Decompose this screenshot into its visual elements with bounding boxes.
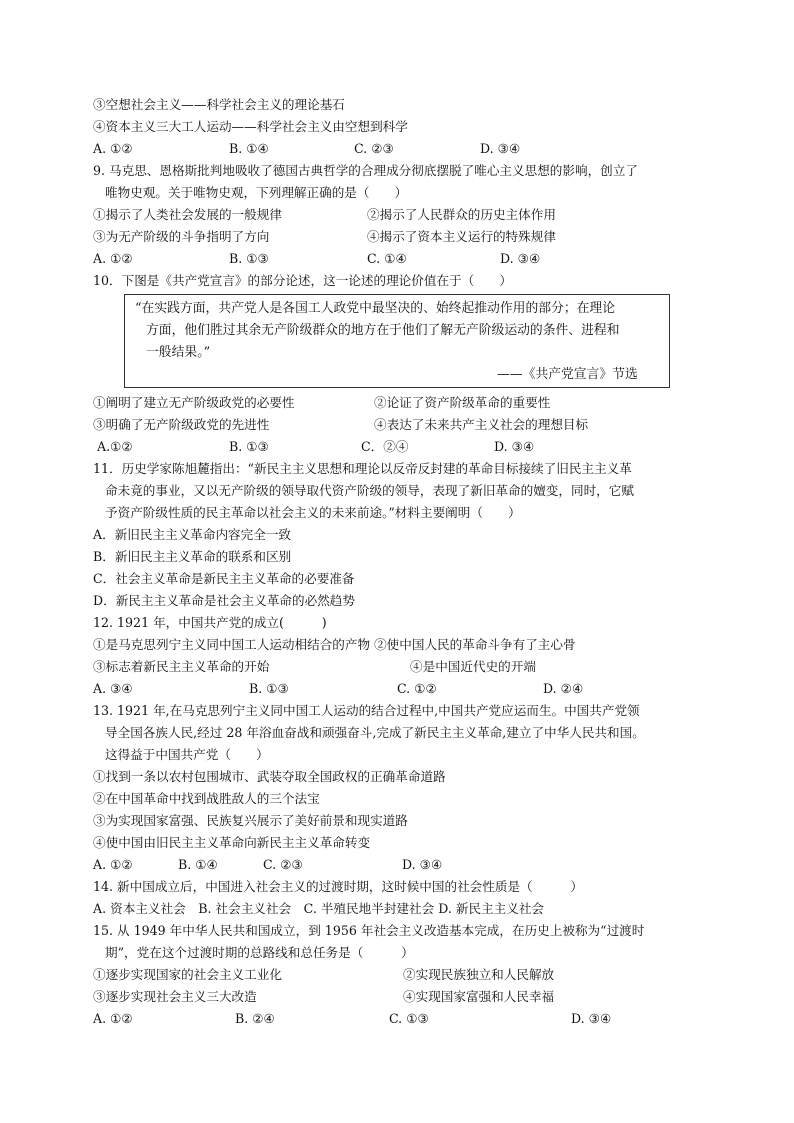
question-9-stem-cont: 唯物史观。关于唯物史观，下列理解正确的是（ ）	[105, 185, 408, 200]
q13-option-c: C. ②③	[263, 857, 303, 872]
q9-option-b: B. ①③	[229, 251, 269, 266]
q10-statement-2: ②论证了资产阶级革命的重要性	[374, 395, 551, 410]
q13-statement-1: ①找到一条以农村包围城市、武装夺取全国政权的正确革命道路	[93, 769, 446, 784]
q12-option-d: D. ②④	[543, 681, 584, 696]
q15-statement-3: ③逐步实现社会主义三大改造	[93, 989, 257, 1004]
q10-option-a: A.①②	[97, 439, 133, 454]
q12-option-c: C. ①②	[397, 681, 437, 696]
q13-statement-2: ②在中国革命中找到战胜敌人的三个法宝	[93, 791, 320, 806]
option-c: C. ②③	[354, 141, 394, 156]
question-9-stem: 9. 马克思、恩格斯批判地吸收了德国古典哲学的合理成分彻底摆脱了唯心主义思想的影响，创立了	[93, 163, 638, 178]
quote-line-3: 一般结果。”	[146, 345, 211, 360]
q15-statement-1: ①逐步实现国家的社会主义工业化	[93, 967, 282, 982]
q11-option-c: C．社会主义革命是新民主主义革命的必要准备	[93, 571, 355, 586]
question-15-stem-cont: 期”，党在这个过渡时期的总路线和总任务是（ ）	[105, 945, 414, 960]
question-14-stem: 14. 新中国成立后，中国进入社会主义的过渡时期，这时候中国的社会性质是（ ）	[93, 879, 584, 894]
q15-statement-2: ②实现民族独立和人民解放	[403, 967, 555, 982]
statement-3: ③空想社会主义——科学社会主义的理论基石	[93, 97, 345, 112]
q13-option-d: D. ③④	[402, 857, 443, 872]
q10-statement-3: ③明确了无产阶级政党的先进性	[93, 417, 270, 432]
q12-statement-3: ③标志着新民主主义革命的开始	[93, 659, 270, 674]
question-15-stem: 15. 从 1949 年中华人民共和国成立，到 1956 年社会主义改造基本完成，在历史上被称为“过渡时	[93, 923, 645, 938]
q10-statement-1: ①阐明了建立无产阶级政党的必要性	[93, 395, 295, 410]
q12-statements-1-2: ①是马克思列宁主义同中国工人运动相结合的产物 ②使中国人民的革命斗争有了主心骨	[93, 637, 576, 652]
q15-option-c: C. ①③	[389, 1011, 429, 1026]
q11-option-d: D．新民主主义革命是社会主义革命的必然趋势	[93, 593, 355, 608]
q9-statement-3: ③为无产阶级的斗争指明了方向	[93, 229, 270, 244]
q10-option-d: D. ③④	[494, 439, 535, 454]
statement-4: ④资本主义三大工人运动——科学社会主义由空想到科学	[93, 119, 408, 134]
q10-option-b: B. ①③	[229, 439, 269, 454]
q13-statement-3: ③为实现国家富强、民族复兴展示了美好前景和现实道路	[93, 813, 408, 828]
q12-statement-4: ④是中国近代史的开端	[410, 659, 536, 674]
question-13-stem-cont-1: 导全国各族人民,经过 28 年浴血奋战和顽强奋斗,完成了新民主主义革命,建立了中华人民共和国。	[105, 725, 645, 740]
q10-option-c: C．②④	[361, 439, 409, 454]
question-13-stem-cont-2: 这得益于中国共产党（ ）	[105, 747, 269, 762]
question-11-stem-cont-1: 命未竟的事业，又以无产阶级的领导取代资产阶级的领导，表现了新旧革命的嬗变，同时，它赋	[105, 483, 634, 498]
q9-statement-1: ①揭示了人类社会发展的一般规律	[93, 207, 282, 222]
q9-option-a: A. ①②	[93, 251, 133, 266]
question-11-stem: 11．历史学家陈旭麓指出：“新民主主义思想和理论以反帝反封建的革命目标接续了旧民主主义革	[93, 461, 632, 476]
question-13-stem: 13. 1921 年,在马克思列宁主义同中国工人运动的结合过程中,中国共产党应运而生。中国共产党领	[93, 703, 640, 718]
q15-option-d: D. ③④	[571, 1011, 612, 1026]
option-d: D. ③④	[480, 141, 521, 156]
option-a: A. ①②	[93, 141, 133, 156]
q13-option-b: B. ①④	[178, 857, 218, 872]
question-10-stem: 10．下图是《共产党宣言》的部分论述，这一论述的理论价值在于（ ）	[93, 273, 513, 288]
q9-option-c: C. ①④	[367, 251, 407, 266]
q11-option-b: B．新旧民主主义革命的联系和区别	[93, 549, 292, 564]
q15-option-a: A. ①②	[93, 1011, 133, 1026]
q10-statement-4: ④表达了未来共产主义社会的理想目标	[374, 417, 589, 432]
q12-option-a: A. ③④	[93, 681, 133, 696]
q12-option-b: B. ①③	[249, 681, 289, 696]
quote-line-1: “在实践方面，共产党人是各国工人政党中最坚决的、始终起推动作用的部分；在理论	[135, 301, 616, 316]
question-11-stem-cont-2: 予资产阶级性质的民主革命以社会主义的未来前途。”材料主要阐明（ ）	[105, 505, 521, 520]
option-b: B. ①④	[229, 141, 269, 156]
q13-option-a: A. ①②	[93, 857, 133, 872]
q15-option-b: B. ②④	[235, 1011, 275, 1026]
question-12-stem: 12. 1921 年，中国共产党的成立( )	[93, 615, 327, 630]
quote-line-2: 方面，他们胜过其余无产阶级群众的地方在于他们了解无产阶级运动的条件、进程和	[146, 323, 620, 338]
q9-statement-4: ④揭示了资本主义运行的特殊规律	[367, 229, 556, 244]
q11-option-a: A．新旧民主主义革命内容完全一致	[93, 527, 292, 542]
q9-option-d: D. ③④	[500, 251, 541, 266]
q14-options: A. 资本主义社会 B. 社会主义社会 C. 半殖民地半封建社会 D. 新民主主义社会	[93, 901, 545, 916]
q13-statement-4: ④使中国由旧民主主义革命向新民主主义革命转变	[93, 835, 371, 850]
q15-statement-4: ④实现国家富强和人民幸福	[403, 989, 555, 1004]
quote-source: ——《共产党宣言》节选	[497, 367, 638, 382]
q9-statement-2: ②揭示了人民群众的历史主体作用	[367, 207, 556, 222]
